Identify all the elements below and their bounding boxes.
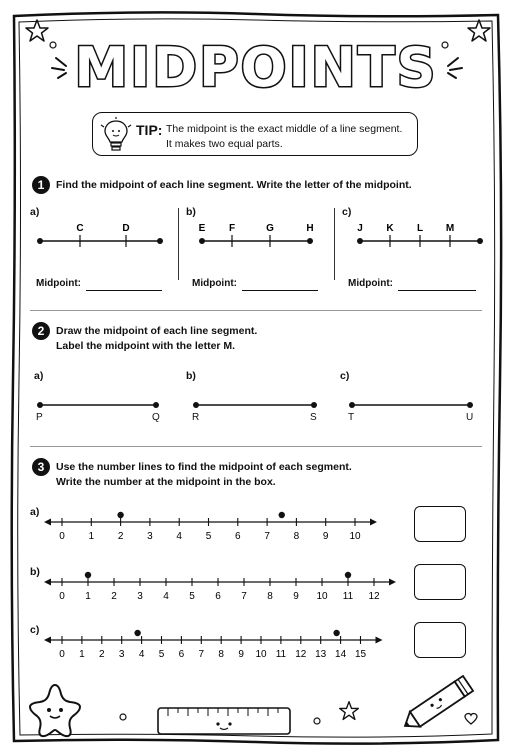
segment-endpoint-dot (85, 572, 91, 578)
number-line-tick-label: 0 (59, 531, 65, 542)
segment-endpoint-dot (333, 630, 339, 636)
number-line-tick-label: 12 (295, 649, 307, 660)
endpoint-label: Q (152, 412, 160, 423)
number-line-tick-label: 4 (163, 591, 169, 602)
part-label: b) (186, 370, 196, 382)
number-line-tick-label: 0 (59, 649, 65, 660)
endpoint-dot (37, 402, 43, 408)
number-line-tick-label: 12 (368, 591, 380, 602)
number-line-tick-label: 8 (267, 591, 273, 602)
number-line-tick-label: 1 (79, 649, 85, 660)
sparkle-lines-icon (48, 52, 78, 82)
answer-box[interactable] (414, 506, 466, 542)
number-line-tick-label: 10 (349, 531, 361, 542)
number-line-tick-label: 8 (293, 531, 300, 542)
number-line-tick-label: 9 (238, 649, 244, 660)
endpoint-dot (193, 402, 199, 408)
lightbulb-icon (99, 117, 133, 153)
circle-doodle-icon (118, 712, 128, 722)
number-line-tick-label: 2 (117, 531, 124, 542)
part-label: c) (340, 370, 350, 382)
ruler-icon (156, 706, 292, 736)
section-number-badge: 1 (32, 176, 50, 194)
section-divider (30, 446, 482, 447)
endpoint-label: R (192, 412, 200, 423)
section2-segments (30, 396, 490, 426)
number-line-tick-label: 6 (178, 649, 185, 660)
number-line-tick-label: 8 (218, 649, 224, 660)
section3-instruction (56, 460, 352, 490)
point-label: C (76, 223, 84, 234)
heart-icon (464, 712, 478, 726)
section2-instruction-line-1: Draw the midpoint of each line segment. (56, 325, 258, 337)
point-label: H (306, 223, 314, 234)
arrow-right-icon (376, 637, 383, 644)
section1-instruction: Find the midpoint of each line segment. Write the letter of the midpoint. (56, 179, 412, 191)
section3-instruction-line-1: Use the number lines to find the midpoint of each segment. (56, 461, 352, 473)
star-icon (338, 700, 360, 722)
number-line-tick-label: 4 (138, 649, 145, 660)
section1-segments (30, 218, 490, 254)
midpoint-answer-label: Midpoint: (348, 278, 393, 289)
endpoint-dot (199, 238, 205, 244)
point-label: F (228, 223, 236, 234)
number-line-tick-label: 1 (85, 591, 91, 602)
endpoint-dot (467, 402, 473, 408)
number-line-tick-label: 9 (293, 591, 299, 602)
endpoint-label: T (348, 412, 355, 423)
section-number-badge: 3 (32, 458, 50, 476)
section-number-badge: 2 (32, 322, 50, 340)
number-line-tick-label: 7 (264, 531, 270, 542)
number-line-tick-label: 11 (342, 591, 354, 602)
point-label: L (416, 223, 424, 234)
arrow-right-icon (370, 519, 377, 526)
number-line-a (40, 506, 390, 542)
endpoint-dot (153, 402, 159, 408)
star-character-icon (26, 682, 84, 738)
number-line-tick-label: 11 (275, 649, 287, 660)
arrow-left-icon (44, 519, 51, 526)
section-divider (30, 310, 482, 311)
number-line-tick-label: 5 (205, 531, 212, 542)
part-label: a) (34, 370, 44, 382)
number-line-tick-label: 15 (354, 649, 367, 660)
segment-endpoint-dot (134, 630, 140, 636)
number-line-tick-label: 14 (335, 649, 347, 660)
number-line-tick-label: 5 (189, 591, 195, 602)
point-label: D (122, 223, 130, 234)
answer-box[interactable] (414, 564, 466, 600)
tip-line-1: The midpoint is the exact middle of a line segment. (166, 123, 403, 135)
endpoint-dot (157, 238, 163, 244)
endpoint-label: P (36, 412, 43, 423)
number-line-c (40, 624, 410, 660)
number-line-tick-label: 1 (88, 531, 95, 542)
endpoint-dot (307, 238, 313, 244)
number-line-tick-label: 3 (118, 649, 125, 660)
number-line-tick-label: 6 (215, 591, 221, 602)
endpoint-dot (477, 238, 483, 244)
number-line-tick-label: 2 (111, 591, 117, 602)
part-label: c) (342, 206, 352, 218)
part-label: c) (30, 624, 40, 636)
tip-text (166, 122, 416, 152)
answer-box[interactable] (414, 622, 466, 658)
arrow-left-icon (44, 579, 51, 586)
endpoint-label: S (310, 412, 317, 423)
part-label: b) (30, 566, 40, 578)
segment-endpoint-dot (117, 512, 123, 518)
section3-instruction-line-2: Write the number at the midpoint in the box. (56, 476, 276, 488)
section2-instruction-line-2: Label the midpoint with the letter M. (56, 340, 236, 352)
number-line-tick-label: 0 (59, 591, 65, 602)
number-line-tick-label: 9 (322, 531, 329, 542)
endpoint-dot (37, 238, 43, 244)
number-line-b (40, 566, 410, 602)
answer-blank[interactable] (242, 290, 318, 291)
tip-line-2: It makes two equal parts. (166, 138, 283, 150)
endpoint-dot (349, 402, 355, 408)
answer-blank[interactable] (86, 290, 162, 291)
segment-endpoint-dot (345, 572, 351, 578)
answer-blank[interactable] (398, 290, 476, 291)
number-line-tick-label: 2 (99, 649, 105, 660)
midpoint-answer-label: Midpoint: (192, 278, 237, 289)
arrow-right-icon (389, 579, 396, 586)
arrow-left-icon (44, 637, 51, 644)
endpoint-dot (311, 402, 317, 408)
number-line-tick-label: 13 (315, 649, 327, 660)
number-line-tick-label: 10 (316, 591, 328, 602)
point-label: M (445, 223, 455, 234)
number-line-tick-label: 7 (198, 649, 205, 660)
section2-instruction (56, 324, 257, 354)
part-label: b) (186, 206, 196, 218)
part-label: a) (30, 206, 40, 218)
tip-box (92, 112, 418, 156)
page-title: MIDPOINTS (74, 36, 438, 99)
number-line-tick-label: 5 (158, 649, 165, 660)
sparkle-lines-icon (436, 52, 466, 82)
endpoint-dot (357, 238, 363, 244)
number-line-tick-label: 3 (137, 591, 143, 602)
number-line-tick-label: 10 (255, 649, 267, 660)
point-label: J (357, 223, 363, 234)
tip-label: TIP: (136, 122, 163, 138)
number-line-tick-label: 4 (176, 531, 182, 542)
circle-doodle-icon (312, 716, 322, 726)
segment-endpoint-dot (279, 512, 285, 518)
number-line-tick-label: 3 (147, 531, 153, 542)
endpoint-label: U (466, 412, 474, 423)
part-label: a) (30, 506, 40, 518)
midpoint-answer-label: Midpoint: (36, 278, 81, 289)
point-label: K (386, 223, 394, 234)
point-label: E (198, 223, 206, 234)
point-label: G (266, 223, 274, 234)
number-line-tick-label: 6 (235, 531, 241, 542)
number-line-tick-label: 7 (241, 591, 247, 602)
